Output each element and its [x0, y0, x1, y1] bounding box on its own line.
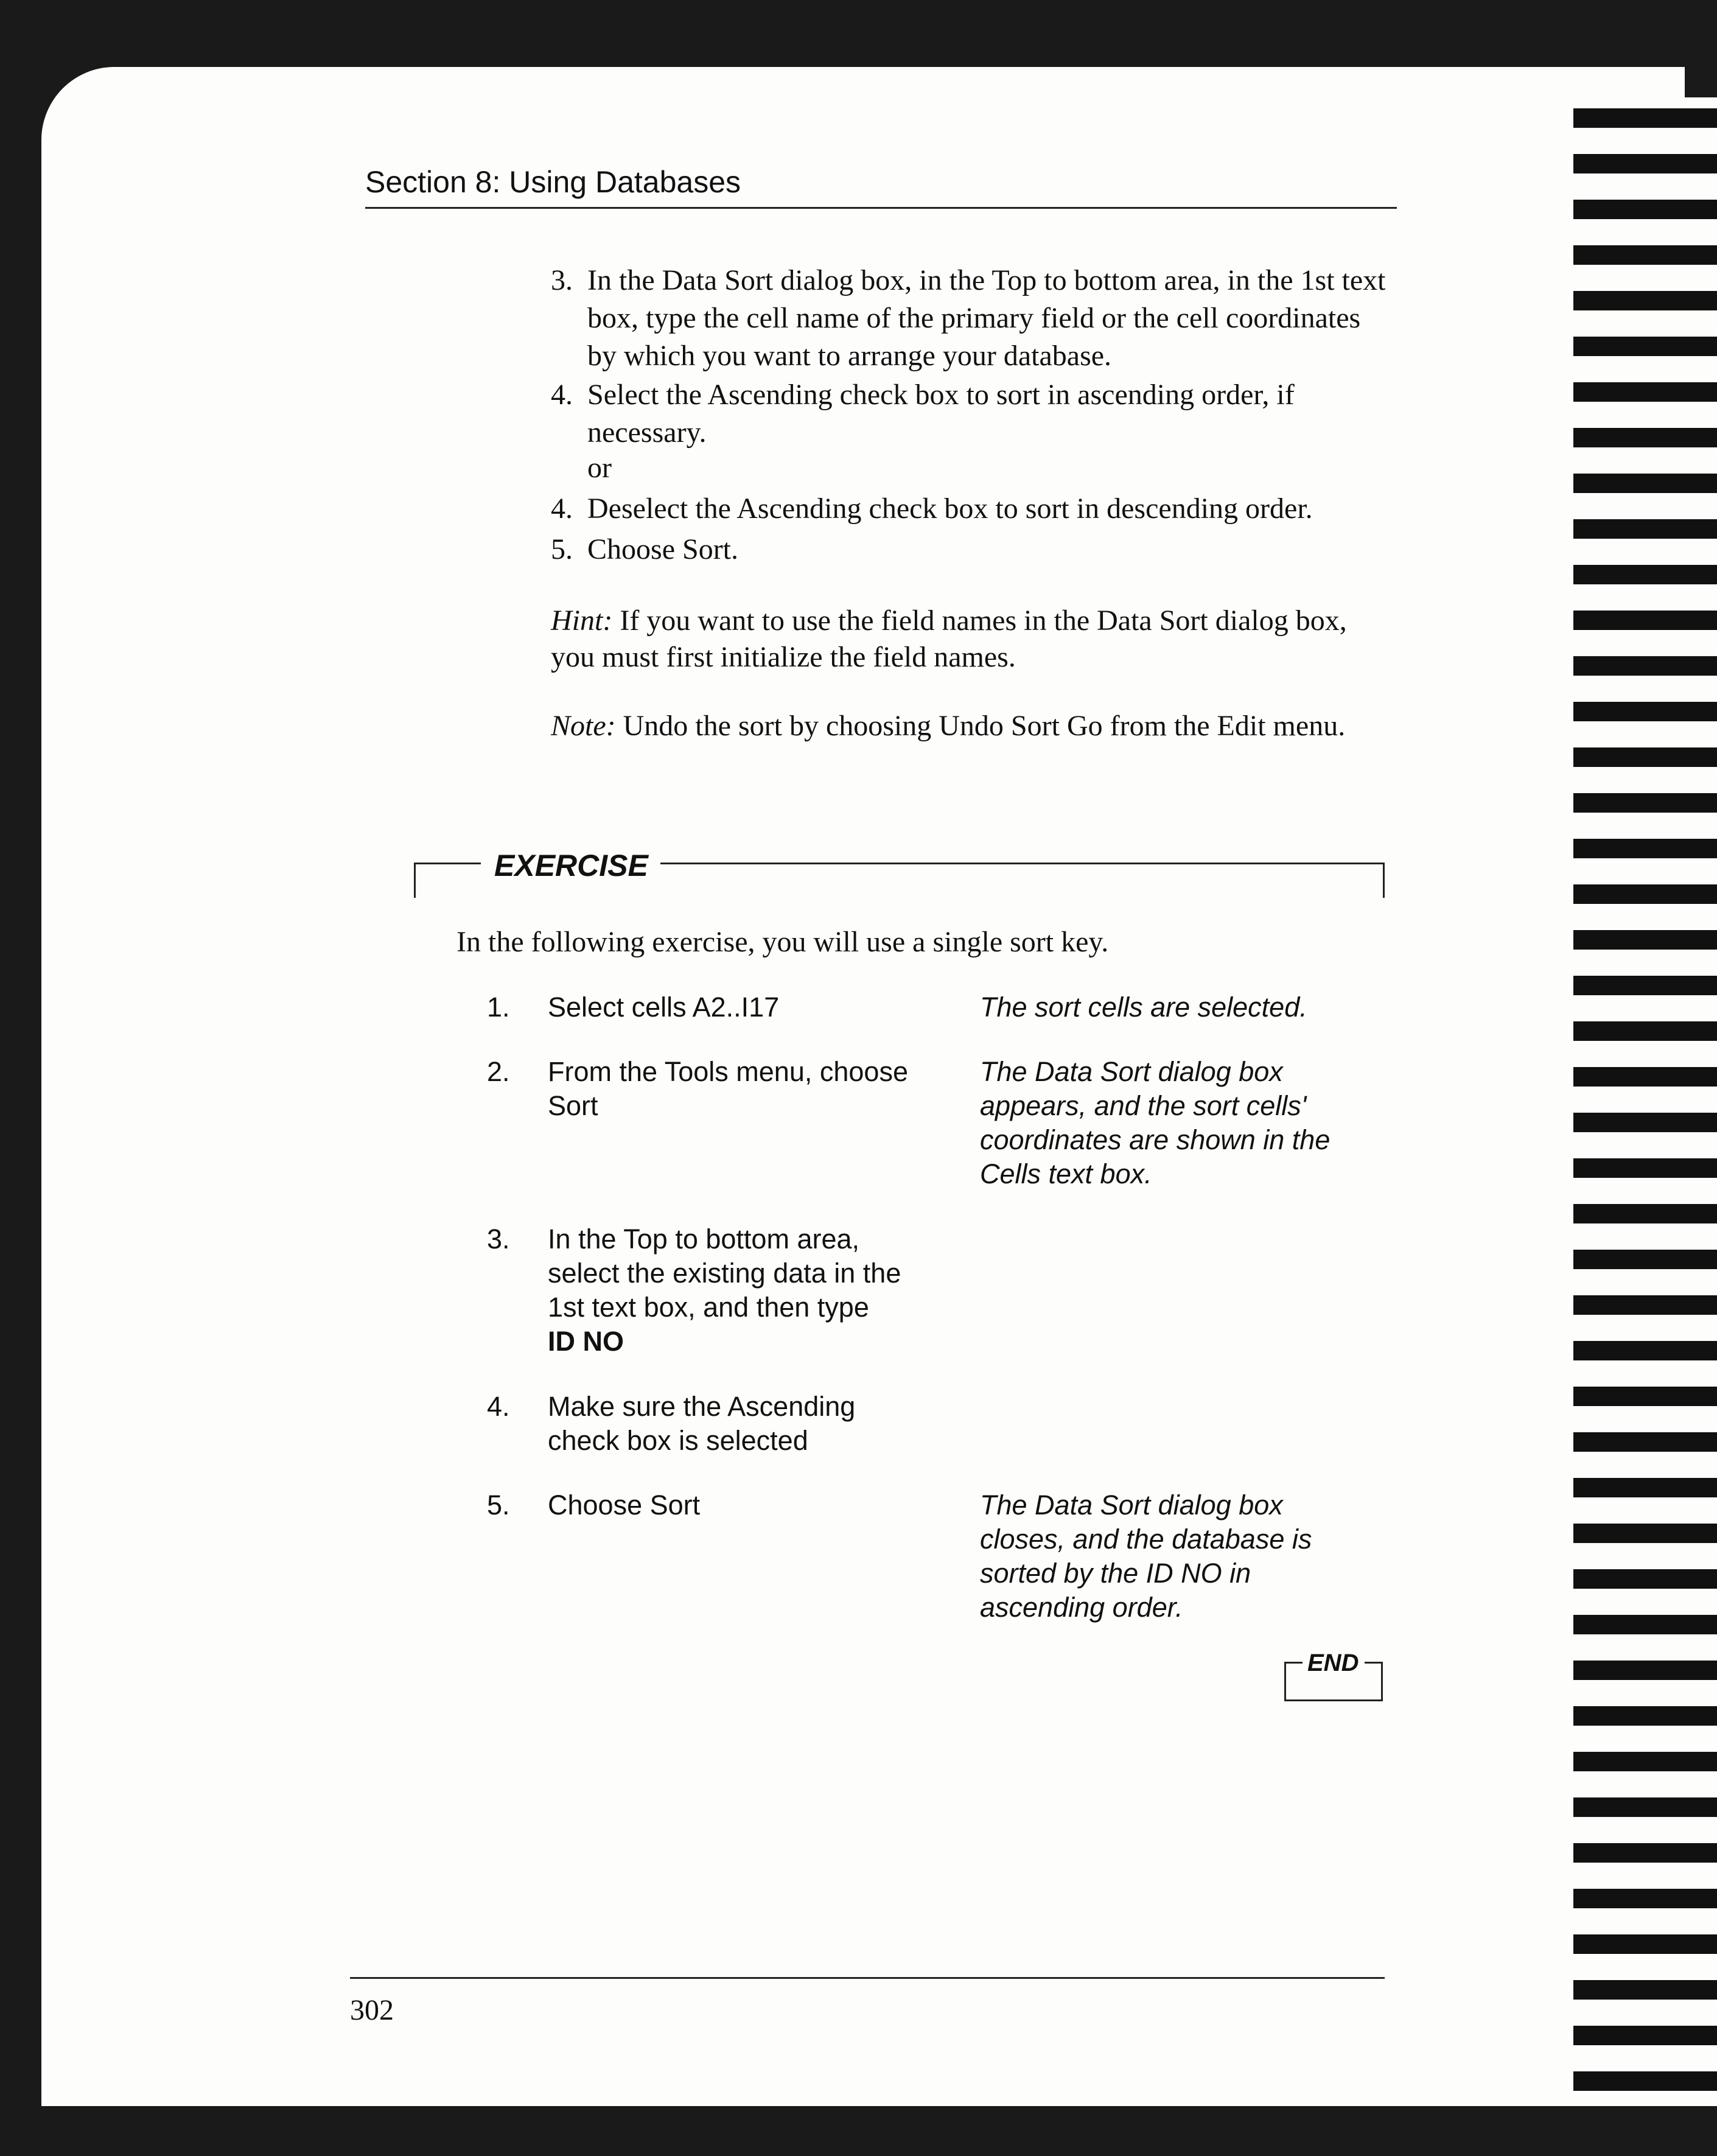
- exercise-step-result: The Data Sort dialog box appears, and the sort cells' coordinates are shown in the Cells text box.: [980, 1056, 1331, 1189]
- footer-rule: [350, 1977, 1385, 1979]
- hint-label: Hint:: [551, 604, 613, 637]
- exercise-step-number: 5.: [487, 1489, 510, 1521]
- exercise-step-action: Select cells A2..I17: [548, 992, 780, 1023]
- section-header: Section 8: Using Databases: [365, 165, 741, 199]
- exercise-frame: [414, 863, 416, 898]
- exercise-step-result: The Data Sort dialog box closes, and the database is sorted by the ID NO in ascending order.: [980, 1489, 1312, 1623]
- exercise-step-action: [548, 1222, 925, 1359]
- step-text: Select the Ascending check box to sort in ascending order, if necessary.: [587, 379, 1295, 449]
- exercise-step-result: The sort cells are selected.: [980, 992, 1307, 1023]
- step-number: 4.: [551, 492, 573, 525]
- note-text: Undo the sort by choosing Undo Sort Go from the Edit menu.: [615, 710, 1346, 742]
- step-text: Deselect the Ascending check box to sort in descending order.: [587, 492, 1313, 525]
- hint-text: If you want to use the field names in the Data Sort dialog box, you must first initialize the field names.: [551, 604, 1347, 673]
- step-item: [551, 490, 1403, 528]
- step-text: In the Data Sort dialog box, in the Top to bottom area, in the 1st text box, type the cell name of the primary field or the cell coordinates by which you want to arrange your database.: [587, 264, 1386, 372]
- exercise-frame: [414, 863, 481, 864]
- exercise-step-action: Choose Sort: [548, 1489, 701, 1521]
- step-text: Choose Sort.: [587, 533, 739, 565]
- exercise-step-number: 4.: [487, 1391, 510, 1422]
- step-item: [551, 376, 1403, 455]
- hint-paragraph: [551, 603, 1360, 676]
- spiral-binding: [1573, 97, 1717, 2106]
- exercise-step-action-text: In the Top to bottom area, select the existing data in the 1st text box, and then type: [548, 1223, 901, 1323]
- exercise-frame: [1383, 863, 1385, 898]
- page-number: 302: [350, 1994, 394, 2026]
- note-paragraph: [551, 708, 1360, 744]
- step-number: 5.: [551, 533, 573, 565]
- exercise-step-number: 1.: [487, 992, 510, 1023]
- exercise-title: EXERCISE: [494, 849, 648, 883]
- step-item: [551, 262, 1403, 383]
- end-label: END: [1307, 1650, 1359, 1676]
- step-number: 3.: [551, 264, 573, 296]
- step-item: [551, 531, 1403, 569]
- exercise-step-action: From the Tools menu, choose Sort: [548, 1056, 908, 1121]
- step-or: or: [587, 452, 612, 484]
- exercise-intro: In the following exercise, you will use a single sort key.: [456, 926, 1109, 958]
- exercise-step-typed-value: ID NO: [548, 1326, 624, 1357]
- header-rule: [365, 207, 1397, 209]
- exercise-frame: [660, 863, 1385, 864]
- exercise-step-number: 3.: [487, 1223, 510, 1255]
- step-number: 4.: [551, 379, 573, 411]
- exercise-step-number: 2.: [487, 1056, 510, 1087]
- note-label: Note:: [551, 710, 616, 742]
- end-marker: [1284, 1650, 1383, 1701]
- exercise-step-action: Make sure the Ascending check box is selected: [548, 1391, 856, 1456]
